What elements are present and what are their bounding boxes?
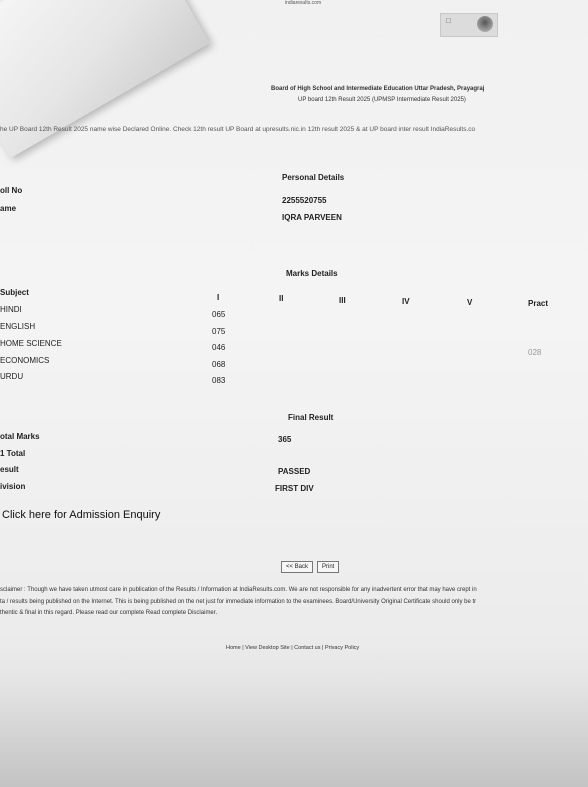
name-value: IQRA PARVEEN [282, 213, 342, 222]
subject-name: ECONOMICS [0, 356, 50, 365]
name-label: ame [0, 204, 17, 213]
mark-I: 068 [212, 360, 226, 369]
intro-text: he UP Board 12th Result 2025 name wise Declared Online. Check 12th result UP Board at upresults.nic.in 12th result 2025 & at UP board inter result IndiaResults.co [0, 126, 476, 133]
subject-name: HINDI [0, 305, 22, 314]
division-value: FIRST DIV [275, 484, 314, 493]
col-header-2: II [279, 294, 284, 303]
col-header-pract: Pract [528, 299, 549, 308]
disclaimer-line-1: sclaimer : Though we have taken utmost care in publication of the Results / Information at IndiaResults.com. We are not responsible for any inadvertent error that may have crept in [0, 587, 477, 593]
division-label: ivision [0, 482, 26, 491]
disclaimer-line-3: thentic & final in this regard. Please read our complete Read complete Disclaimer. [0, 610, 218, 616]
subject-name: ENGLISH [0, 322, 36, 331]
mark-I: 075 [212, 327, 226, 336]
mark-pract: 028 [528, 348, 542, 357]
logo-glyph-icon: □ [446, 16, 451, 25]
personal-details-heading: Personal Details [282, 173, 345, 182]
paper-corner-fold [0, 0, 210, 158]
admission-enquiry-link[interactable]: Click here for Admission Enquiry [2, 509, 161, 521]
total-marks-value: 365 [278, 435, 292, 444]
disclaimer-line-2: ta / results being published on the Internet. This is being published on the net just for immediate information to the examinees. Board/University Original Certificate should only be tr [0, 599, 477, 605]
result-title: UP board 12th Result 2025 (UPMSP Intermediate Result 2025) [298, 97, 466, 103]
result-value: PASSED [278, 467, 311, 476]
col-header-3: III [339, 296, 346, 305]
site-logo [440, 13, 498, 37]
total-marks-label: otal Marks [0, 432, 40, 441]
mark-I: 083 [212, 376, 226, 385]
photo-shadow [0, 677, 588, 787]
mark-I: 046 [212, 343, 226, 352]
print-button[interactable]: Print [317, 561, 339, 573]
roll-no-value: 2255520755 [282, 196, 327, 205]
back-button[interactable]: << Back [281, 561, 313, 573]
board-name: Board of High School and Intermediate Education Uttar Pradesh, Prayagraj [271, 86, 485, 92]
subject-name: HOME SCIENCE [0, 339, 62, 348]
total-2-label: 1 Total [0, 449, 26, 458]
roll-no-label: oll No [0, 186, 23, 195]
subject-name: URDU [0, 372, 24, 381]
logo-figure-icon [477, 16, 493, 32]
site-domain: indiaresults.com [285, 0, 322, 6]
marks-details-heading: Marks Details [286, 269, 338, 278]
mark-I: 065 [212, 310, 226, 319]
footer-links[interactable]: Home | View Desktop Site | Contact us | Privacy Policy [226, 645, 360, 651]
col-header-5: V [467, 298, 473, 307]
subject-header: Subject [0, 288, 29, 297]
result-label: esult [0, 465, 19, 474]
col-header-1: I [217, 293, 220, 302]
final-result-heading: Final Result [288, 413, 334, 422]
col-header-4: IV [402, 297, 410, 306]
